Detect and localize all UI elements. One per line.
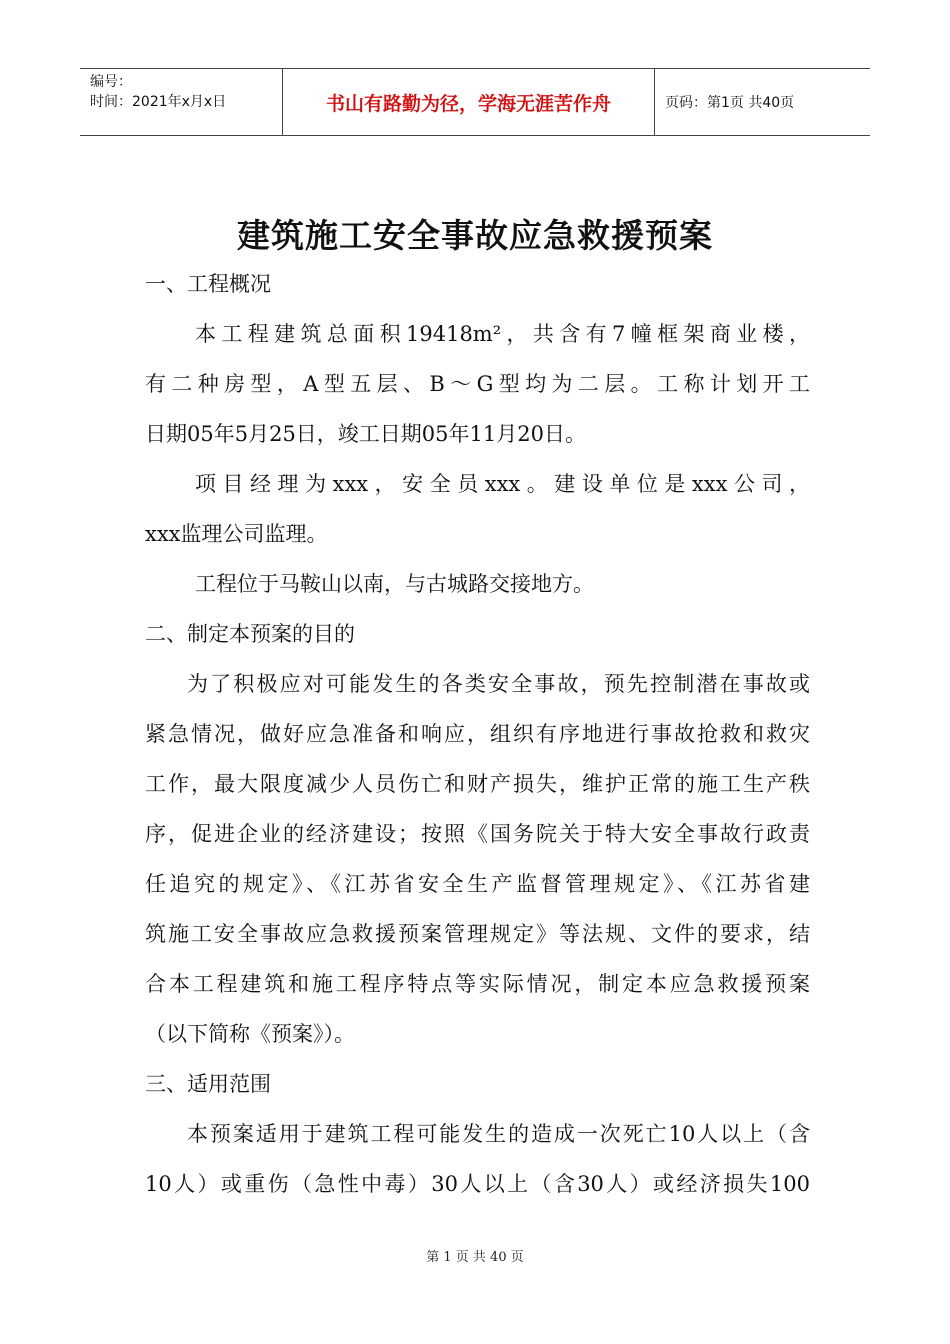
page-footer: 第 1 页 共 40 页 [426, 1250, 524, 1265]
purpose-line: （以下简称《预案》）。 [145, 1022, 355, 1046]
purpose-line: 合本工程建筑和施工程序特点等实际情况，制定本应急救援预案 [145, 972, 810, 996]
section-heading-scope: 三、适用范围 [145, 1072, 271, 1096]
purpose-line: 紧急情况，做好应急准备和响应，组织有序地进行事故抢救和救灾 [145, 722, 810, 746]
overview-line: 本工程建筑总面积19418m²，共含有7幢框架商业楼， [195, 322, 810, 346]
overview-line: xxx监理公司监理。 [145, 522, 328, 546]
purpose-line: 序，促进企业的经济建设；按照《国务院关于特大安全事故行政责 [145, 822, 810, 846]
number-label: 编号： [90, 74, 132, 90]
document-header [80, 68, 870, 136]
header-page-code: 页码：第1页 共40页 [665, 95, 795, 111]
section-heading-overview: 一、工程概况 [145, 272, 271, 296]
purpose-line: 工作，最大限度减少人员伤亡和财产损失，维护正常的施工生产秩 [145, 772, 810, 796]
document-title: 建筑施工安全事故应急救援预案 [237, 216, 713, 255]
time-label: 时间：2021年x月x日 [90, 94, 227, 110]
overview-line: 日期05年5月25日，竣工日期05年11月20日。 [145, 422, 586, 446]
header-left-cell [80, 69, 283, 135]
purpose-line: 任追究的规定》、《江苏省安全生产监督管理规定》、《江苏省建 [145, 872, 810, 896]
document-body [145, 265, 810, 1215]
purpose-line: 筑施工安全事故应急救援预案管理规定》等法规、文件的要求，结 [145, 922, 810, 946]
header-motto: 书山有路勤为径，学海无涯苦作舟 [283, 69, 655, 135]
overview-line: 工程位于马鞍山以南，与古城路交接地方。 [195, 572, 594, 596]
overview-line: 有二种房型，A型五层、B～G型均为二层。工称计划开工 [145, 372, 810, 396]
scope-line: 本预案适用于建筑工程可能发生的造成一次死亡10人以上（含 [187, 1122, 810, 1146]
section-heading-purpose: 二、制定本预案的目的 [145, 622, 355, 646]
overview-line: 项目经理为xxx，安全员xxx。建设单位是xxx公司， [195, 472, 810, 496]
purpose-line: 为了积极应对可能发生的各类安全事故，预先控制潜在事故或 [187, 672, 810, 696]
scope-line: 10人）或重伤（急性中毒）30人以上（含30人）或经济损失100 [145, 1172, 810, 1196]
